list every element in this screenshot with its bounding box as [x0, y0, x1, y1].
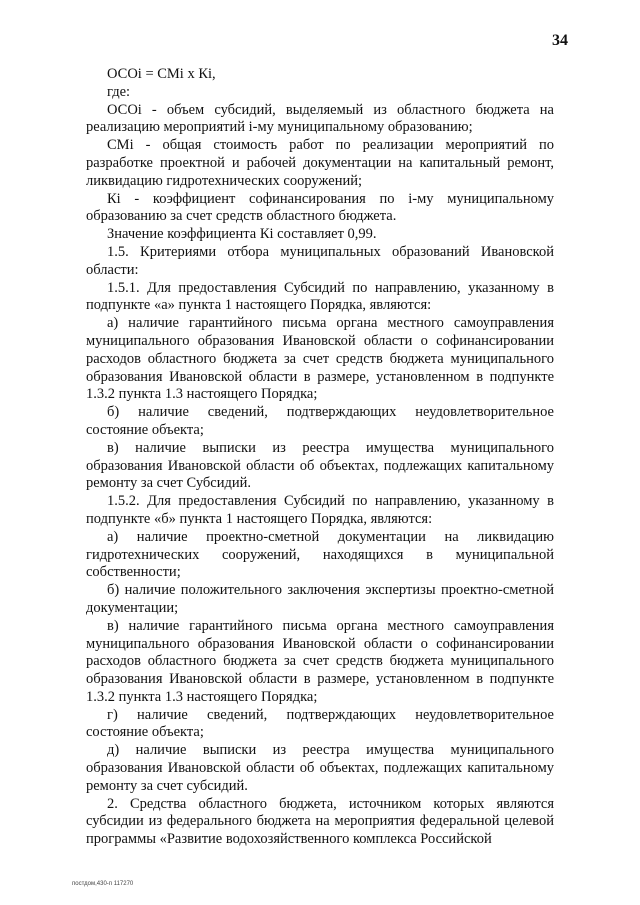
list-item: а) наличие проектно-сметной документации на ликвидацию гидротехнических сооружений, находящихся в муниципальной собственности; [86, 528, 554, 581]
section-heading: 1.5. Критериями отбора муниципальных образований Ивановской области: [86, 243, 554, 278]
list-item: д) наличие выписки из реестра имущества муниципального образования Ивановской области об объектах, подлежащих капитальному ремонту за счет субсидий. [86, 742, 554, 794]
formula-line: ОСОi = СМi х Кi, [107, 66, 216, 82]
list-item: в) наличие выписки из реестра имущества муниципального образования Ивановской области об объектах, подлежащих капитальному ремонту за счет Субсидий. [86, 439, 554, 492]
paragraph: СМi - общая стоимость работ по реализации мероприятий по разработке проектной и рабочей документации на капитальный ремонт, ликвидацию гидротехнических сооружений; [86, 137, 554, 189]
paragraph: ОСОi - объем субсидий, выделяемый из областного бюджета на реализацию мероприятий i-му муниципальному образованию; [86, 101, 554, 136]
footer-document-code: постдом,430-п 117270 [72, 881, 134, 887]
paragraph: где: [107, 83, 131, 100]
list-item: в) наличие гарантийного письма органа местного самоуправления муниципального образования Ивановской области о софинансировании расходов областного бюджета за счет средств бюджета муниципального образования Ивановской области в размере, установленном в подпункте 1.3.2 пункта 1.3 настоящего Порядка; [86, 617, 554, 705]
page-number: 34 [552, 32, 568, 49]
paragraph: 2. Средства областного бюджета, источником которых являются субсидии из федерального бюджета на мероприятия федеральной целевой программы «Развитие водохозяйственного комплекса Российской [86, 795, 554, 848]
list-item: а) наличие гарантийного письма органа местного самоуправления муниципального образования Ивановской области о софинансировании расходов областного бюджета за счет средств бюджета муниципального образования Ивановской области в размере, установленном в подпункте 1.3.2 пункта 1.3 настоящего Порядка; [86, 315, 554, 403]
list-item: г) наличие сведений, подтверждающих неудовлетворительное состояние объекта; [86, 706, 554, 741]
list-item: б) наличие сведений, подтверждающих неудовлетворительное состояние объекта; [86, 404, 554, 438]
paragraph: 1.5.1. Для предоставления Субсидий по направлению, указанному в подпункте «а» пункта 1 настоящего Порядка, являются: [86, 279, 554, 314]
document-body [86, 66, 554, 849]
paragraph: Кi - коэффициент софинансирования по i-му муниципальному образованию за счет средств областного бюджета. [86, 190, 554, 225]
paragraph: Значение коэффициента Кi составляет 0,99. [107, 226, 377, 243]
list-item: б) наличие положительного заключения экспертизы проектно-сметной документации; [86, 582, 554, 616]
paragraph: 1.5.2. Для предоставления Субсидий по направлению, указанному в подпункте «б» пункта 1 настоящего Порядка, являются: [86, 493, 554, 527]
